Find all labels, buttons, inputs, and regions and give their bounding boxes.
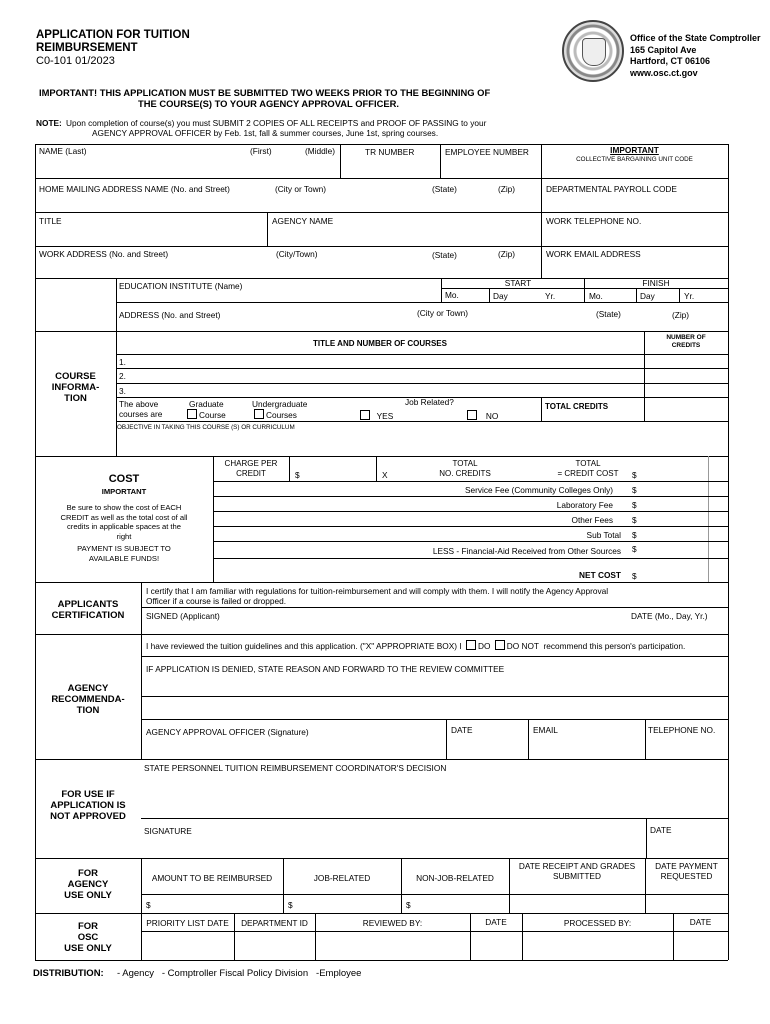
reviewed-date-label: DATE (485, 917, 507, 927)
processed-date-field[interactable] (674, 932, 728, 959)
signed-applicant-label: SIGNED (Applicant) (146, 611, 220, 621)
job-related-amount-label: JOB-RELATED (313, 873, 371, 883)
net-cost-field[interactable] (640, 566, 706, 580)
non-job-related-dollar: $ (406, 900, 411, 910)
office-line3: Hartford, CT 06106 (630, 56, 711, 66)
coordinator-signature-label: SIGNATURE (144, 826, 192, 836)
finish-yr-label: Yr. (684, 291, 695, 301)
laboratory-fee-field[interactable] (640, 498, 706, 510)
start-label: START (504, 278, 532, 288)
important-line2: THE COURSE(S) TO YOUR AGENCY APPROVAL OFFICER. (138, 98, 399, 109)
home-address-label: HOME MAILING ADDRESS NAME (No. and Street) (39, 184, 230, 194)
work-phone-field[interactable] (542, 227, 728, 245)
finish-label: FINISH (642, 278, 670, 288)
bargaining-unit-label: COLLECTIVE BARGAINING UNIT CODE (576, 156, 693, 163)
recommendation-line (146, 640, 685, 651)
course-row-1-field[interactable] (130, 355, 644, 368)
other-fees-field[interactable] (640, 513, 706, 525)
non-job-related-amount-field[interactable] (414, 895, 508, 912)
certify-text: I certify that I am familiar with regulations for tuition-reimbursement and will comply with them. I will notify the Agency Approval Officer if a course is failed or dropped. (146, 586, 609, 606)
total-no-credits-label: TOTAL NO. CREDITS (439, 459, 491, 478)
officer-email-label: EMAIL (533, 725, 558, 735)
job-related-no-checkbox[interactable] (467, 410, 477, 420)
state-seal-icon (562, 20, 624, 82)
no-label: NO (485, 411, 499, 421)
officer-telephone-field[interactable] (646, 737, 728, 758)
graduate-option[interactable] (185, 409, 226, 420)
objective-field[interactable] (117, 433, 728, 455)
reviewed-by-field[interactable] (316, 932, 470, 959)
note-label: NOTE: (36, 118, 62, 128)
work-email-label: WORK EMAIL ADDRESS (546, 249, 641, 259)
sub-total-label: Sub Total (586, 530, 621, 540)
cost-instructions: Be sure to show the cost of EACH CREDIT as well as the total cost of all credits in applicable spaces at the right (60, 503, 188, 541)
department-id-field[interactable] (235, 932, 315, 959)
institution-field[interactable] (117, 291, 441, 301)
course-row-2-field[interactable] (130, 369, 644, 382)
processed-date-label: DATE (689, 917, 712, 927)
home-zip-label: (Zip) (498, 184, 516, 194)
important-label: IMPORTANT (610, 145, 659, 155)
processed-by-field[interactable] (523, 932, 673, 959)
service-fee-dollar: $ (632, 485, 637, 495)
denial-reason-field[interactable] (142, 675, 728, 718)
home-city-label: (City or Town) (275, 184, 327, 194)
tr-number-label: TR NUMBER (365, 147, 415, 157)
institution-zip-label: (Zip) (672, 310, 690, 320)
name-middle-label: (Middle) (305, 146, 335, 156)
total-credits-field[interactable] (645, 398, 728, 420)
officer-email-field[interactable] (529, 737, 645, 758)
employee-number-label: EMPLOYEE NUMBER (445, 147, 529, 157)
institution-label: EDUCATION INSTITUTE (Name) (119, 281, 243, 291)
objective-label: OBJECTIVE IN TAKING THIS COURSE (S) OR CURRICULUM (117, 424, 295, 431)
total-credits-label: TOTAL CREDITS (545, 402, 609, 411)
work-city-label: (City/Town) (276, 249, 318, 259)
applicant-signature-field[interactable] (142, 621, 728, 633)
title-field[interactable] (36, 227, 267, 245)
form-title-line1: APPLICATION FOR TUITION (36, 29, 190, 41)
employee-number-field[interactable] (441, 158, 541, 177)
multiply-sign: X (382, 470, 388, 480)
applicant-section-label: APPLICANTS CERTIFICATION (51, 599, 125, 621)
job-related-yes-checkbox[interactable] (360, 410, 370, 420)
net-cost-dollar: $ (632, 571, 637, 581)
courses-header: TITLE AND NUMBER OF COURSES (313, 339, 447, 348)
applicant-date-label: DATE (Mo., Day, Yr.) (631, 611, 708, 621)
recommend-text: recommend this person's participation. (543, 641, 686, 651)
course-row-2-label: 2. (119, 371, 126, 381)
amount-dollar: $ (146, 900, 151, 910)
date-payment-field[interactable] (646, 895, 728, 912)
finish-mo-label: Mo. (589, 291, 603, 301)
service-fee-field[interactable] (640, 483, 706, 495)
sub-total-dollar: $ (632, 530, 637, 540)
date-receipt-label: DATE RECEIPT AND GRADES SUBMITTED (518, 861, 636, 881)
cost-payment-note: PAYMENT IS SUBJECT TO AVAILABLE FUNDS! (77, 544, 171, 563)
cost-title: COST (108, 473, 140, 485)
distribution-label: DISTRIBUTION: (33, 968, 104, 979)
coordinator-date-field[interactable] (647, 837, 728, 857)
undergraduate-checkbox[interactable] (254, 409, 264, 419)
graduate-course-label: Course (199, 410, 226, 420)
total-credit-cost-field[interactable] (640, 468, 706, 480)
officer-telephone-label: TELEPHONE NO. (648, 725, 716, 735)
institution-state-label: (State) (596, 309, 621, 319)
officer-signature-field[interactable] (142, 739, 446, 758)
job-related-yes-option[interactable] (358, 410, 393, 421)
amount-reimbursed-field[interactable] (154, 895, 282, 912)
office-address (630, 33, 761, 79)
less-aid-dollar: $ (632, 544, 637, 554)
reviewed-by-label: REVIEWED BY: (362, 918, 423, 928)
charge-per-credit-label: CHARGE PER CREDIT (224, 459, 278, 478)
institution-city-label: (City or Town) (417, 308, 469, 318)
form-title-line2: REIMBURSEMENT (36, 42, 138, 54)
laboratory-fee-dollar: $ (632, 500, 637, 510)
undergraduate-label: Undergraduate (252, 399, 308, 409)
officer-date-field[interactable] (447, 737, 528, 758)
officer-date-label: DATE (451, 725, 473, 735)
coordinator-date-label: DATE (650, 825, 672, 835)
service-fee-label: Service Fee (Community Colleges Only) (464, 485, 613, 495)
sub-total-field[interactable] (640, 528, 706, 540)
bargaining-unit-field[interactable] (542, 165, 728, 177)
other-fees-dollar: $ (632, 515, 637, 525)
office-line2: 165 Capitol Ave (630, 44, 697, 55)
institution-address-field[interactable] (117, 320, 728, 330)
note-line2: AGENCY APPROVAL OFFICER by Feb. 1st, fall & summer courses, June 1st, spring courses. (92, 128, 439, 138)
agency-rec-section-label: AGENCY RECOMMENDA- TION (51, 683, 125, 716)
undergraduate-courses-label: Courses (266, 410, 297, 420)
date-receipt-field[interactable] (510, 895, 645, 912)
work-zip-label: (Zip) (498, 249, 516, 259)
priority-list-date-label: PRIORITY LIST DATE (146, 918, 229, 928)
coordinator-decision-field[interactable] (142, 774, 728, 817)
not-approved-section-label: FOR USE IF APPLICATION IS NOT APPROVED (50, 789, 126, 822)
charge-dollar: $ (295, 470, 300, 480)
important-line1: IMPORTANT! THIS APPLICATION MUST BE SUBMITTED TWO WEEKS PRIOR TO THE BEGINNING OF (39, 87, 491, 98)
net-cost-label: NET COST (579, 570, 621, 580)
coordinator-decision-label: STATE PERSONNEL TUITION REIMBURSEMENT COORDINATOR'S DECISION (144, 763, 447, 773)
osc-use-section-label: FOR OSC USE ONLY (64, 921, 112, 954)
work-phone-label: WORK TELEPHONE NO. (546, 216, 642, 226)
agency-use-section-label: FOR AGENCY USE ONLY (64, 868, 112, 901)
office-line4: www.osc.ct.gov (630, 67, 698, 78)
total-credit-cost-label: TOTAL = CREDIT COST (557, 459, 619, 478)
course-row-3-field[interactable] (130, 384, 644, 397)
title-label: TITLE (39, 216, 62, 226)
reviewed-text: I have reviewed the tuition guidelines and this application. ("X" APPROPRIATE BOX) I (146, 641, 462, 651)
priority-list-date-field[interactable] (142, 932, 234, 959)
reviewed-date-field[interactable] (471, 932, 522, 959)
agency-name-label: AGENCY NAME (272, 216, 334, 226)
do-not-checkbox[interactable] (495, 640, 505, 650)
credits-header: NUMBER OF CREDITS (666, 334, 706, 349)
note-line1: Upon completion of course(s) you must SUBMIT 2 COPIES OF ALL RECEIPTS and PROOF OF PASSING to your (66, 118, 487, 128)
work-state-label: (State) (432, 250, 457, 260)
work-email-field[interactable] (542, 260, 728, 277)
total-credit-cost-dollar: $ (632, 470, 637, 480)
laboratory-fee-label: Laboratory Fee (556, 500, 613, 510)
course-row-3-label: 3. (119, 386, 126, 396)
course-row-1-label: 1. (119, 357, 126, 367)
do-label: DO (477, 641, 491, 651)
course-section-label: COURSE INFORMA- TION (51, 371, 100, 404)
job-related-no-option[interactable] (465, 410, 498, 421)
agency-name-field[interactable] (268, 227, 541, 245)
processed-by-label: PROCESSED BY: (563, 918, 632, 928)
office-line1: Office of the State Comptroller (630, 33, 761, 43)
coordinator-signature-field[interactable] (142, 837, 646, 857)
start-mo-label: Mo. (445, 290, 459, 300)
above-courses-label: The above courses are (119, 399, 163, 419)
less-aid-label: LESS - Financial-Aid Received from Other Sources (432, 546, 621, 556)
work-address-label: WORK ADDRESS (No. and Street) (39, 249, 169, 259)
date-payment-label: DATE PAYMENT REQUESTED (655, 861, 718, 881)
name-field[interactable] (36, 156, 340, 177)
job-related-label: Job Related? (405, 397, 454, 407)
start-yr-label: Yr. (545, 291, 556, 301)
less-aid-field[interactable] (640, 543, 706, 557)
amount-reimbursed-label: AMOUNT TO BE REIMBURSED (151, 873, 273, 883)
finish-day-label: Day (640, 291, 655, 301)
cost-important: IMPORTANT (101, 487, 147, 496)
graduate-label: Graduate (189, 399, 224, 409)
start-day-label: Day (493, 291, 508, 301)
payroll-code-label: DEPARTMENTAL PAYROLL CODE (546, 184, 677, 194)
department-id-label: DEPARTMENT ID (241, 918, 308, 928)
officer-signature-label: AGENCY APPROVAL OFFICER (Signature) (146, 727, 309, 737)
distribution-text: - Agency - Comptroller Fiscal Policy Division -Employee (117, 968, 362, 979)
name-last-label: NAME (Last) (39, 146, 87, 156)
undergraduate-option[interactable] (252, 409, 297, 420)
home-address-field[interactable] (36, 195, 541, 211)
tr-number-field[interactable] (341, 158, 440, 177)
do-checkbox[interactable] (466, 640, 476, 650)
yes-label: YES (376, 411, 394, 421)
charge-per-credit-field[interactable] (302, 458, 376, 480)
non-job-related-label: NON-JOB-RELATED (416, 873, 494, 883)
name-first-label: (First) (250, 146, 272, 156)
home-state-label: (State) (432, 184, 457, 194)
do-not-label: DO NOT (506, 641, 539, 651)
payroll-code-field[interactable] (542, 195, 728, 211)
institution-address-label: ADDRESS (No. and Street) (119, 310, 221, 320)
if-denied-label: IF APPLICATION IS DENIED, STATE REASON AND FORWARD TO THE REVIEW COMMITTEE (146, 664, 505, 674)
job-related-dollar: $ (288, 900, 293, 910)
graduate-checkbox[interactable] (187, 409, 197, 419)
work-address-field[interactable] (36, 260, 541, 277)
job-related-amount-field[interactable] (296, 895, 400, 912)
other-fees-label: Other Fees (571, 515, 613, 525)
form-number: C0-101 01/2023 (36, 55, 115, 67)
